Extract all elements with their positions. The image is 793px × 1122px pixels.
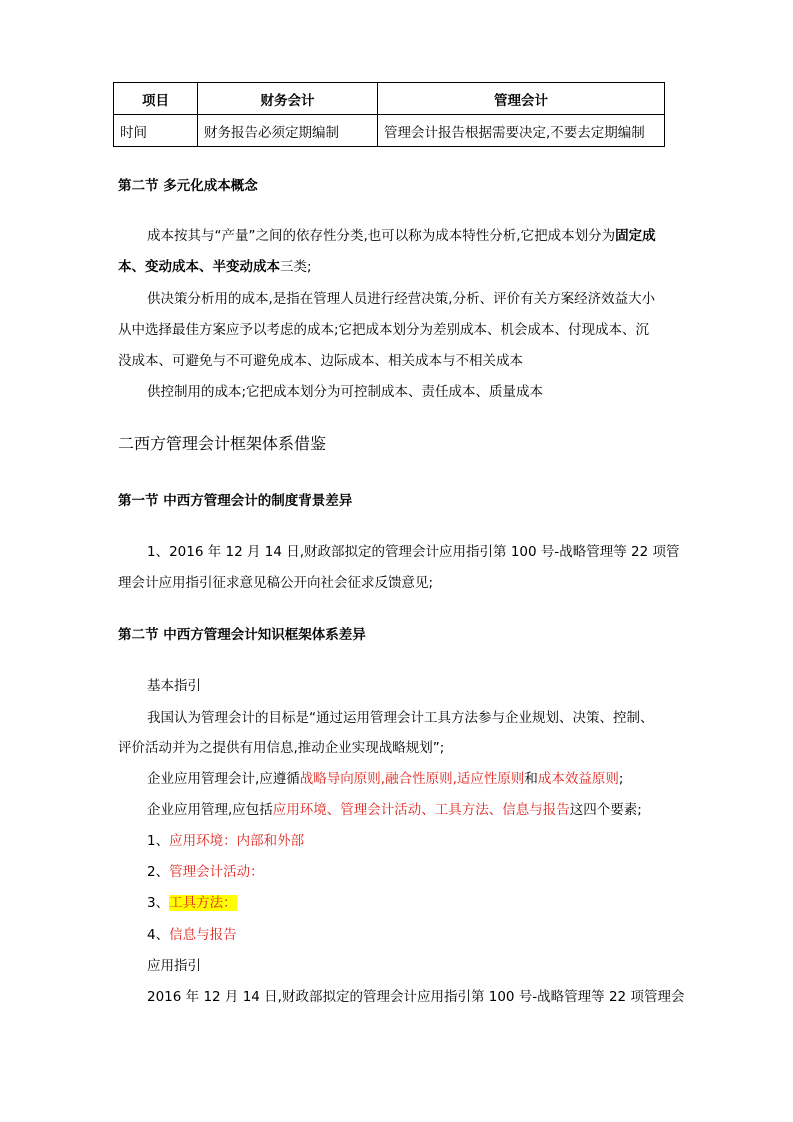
list-item [147, 832, 304, 850]
paragraph-line: 理会计应用指引征求意见稿公开向社会征求反馈意见; [118, 575, 434, 591]
list-number: 1、 [147, 833, 170, 849]
section-heading: 第二节 中西方管理会计知识框架体系差异 [118, 627, 366, 643]
table-cell: 财务报告必须定期编制 [198, 115, 378, 147]
section-heading: 第一节 中西方管理会计的制度背景差异 [118, 493, 353, 509]
text-span: 和 [524, 771, 538, 787]
chapter-heading: 二西方管理会计框架体系借鉴 [118, 434, 327, 453]
paragraph-line: 我国认为管理会计的目标是“通过运用管理会计工具方法参与企业规划、决策、控制、 [147, 710, 654, 726]
red-text-span: 成本效益原则 [537, 771, 619, 787]
paragraph-line: 2016 年 12 月 14 日,财政部拟定的管理会计应用指引第 100 号-战略管理等 22 项管理会 [147, 989, 685, 1005]
bold-text-span: 本、变动成本、半变动成本 [118, 259, 280, 275]
paragraph-line: 供控制用的成本;它把成本划分为可控制成本、责任成本、质量成本 [147, 384, 544, 400]
list-item [147, 863, 264, 881]
table-cell: 管理会计报告根据需要决定,不要去定期编制 [378, 115, 665, 147]
paragraph-line: 没成本、可避免与不可避免成本、边际成本、相关成本与不相关成本 [118, 353, 523, 369]
bold-text-span: 固定成 [615, 228, 656, 244]
list-item [147, 894, 237, 912]
table-header-row [114, 83, 665, 115]
list-item [147, 926, 237, 944]
text-span: 企业应用管理会计,应遵循 [147, 771, 300, 787]
list-text: 应用环境：内部和外部 [169, 833, 305, 849]
subheading: 基本指引 [147, 678, 201, 694]
list-number: 2、 [147, 864, 170, 880]
text-span: 成本按其与“产量”之间的依存性分类,也可以称为成本特性分析,它把成本划分为 [147, 228, 616, 244]
highlighted-list-text: 工具方法： [169, 895, 237, 911]
table-cell: 时间 [114, 115, 198, 147]
paragraph-line: 供决策分析用的成本,是指在管理人员进行经营决策,分析、评价有关方案经济效益大小 [147, 291, 656, 307]
paragraph-line [147, 801, 642, 819]
list-number: 3、 [147, 895, 170, 911]
comparison-table [113, 82, 665, 147]
paragraph-line: 1、2016 年 12 月 14 日,财政部拟定的管理会计应用指引第 100 号-战略管理等 22 项管 [147, 544, 680, 560]
paragraph-line [118, 258, 312, 276]
text-span: 三类; [280, 259, 312, 275]
text-span: ; [618, 771, 624, 787]
paragraph-line: 评价活动并为之提供有用信息,推动企业实现战略规划”; [118, 740, 445, 756]
paragraph-line [147, 770, 623, 788]
table-header-item: 项目 [114, 83, 198, 115]
table-header-management: 管理会计 [378, 83, 665, 115]
section-heading: 第二节 多元化成本概念 [118, 178, 258, 194]
list-text: 信息与报告 [169, 927, 237, 943]
table-row [114, 115, 665, 147]
paragraph-line: 从中选择最佳方案应予以考虑的成本;它把成本划分为差别成本、机会成本、付现成本、沉 [118, 322, 650, 338]
red-text-span: 战略导向原则,融合性原则,适应性原则 [299, 771, 525, 787]
text-span: 这四个要素; [569, 802, 642, 818]
list-number: 4、 [147, 927, 170, 943]
paragraph-line [147, 227, 656, 245]
red-text-span: 应用环境、管理会计活动、工具方法、信息与报告 [272, 802, 570, 818]
table-header-financial: 财务会计 [198, 83, 378, 115]
list-text: 管理会计活动： [169, 864, 264, 880]
text-span: 企业应用管理,应包括 [147, 802, 273, 818]
subheading: 应用指引 [147, 958, 201, 974]
